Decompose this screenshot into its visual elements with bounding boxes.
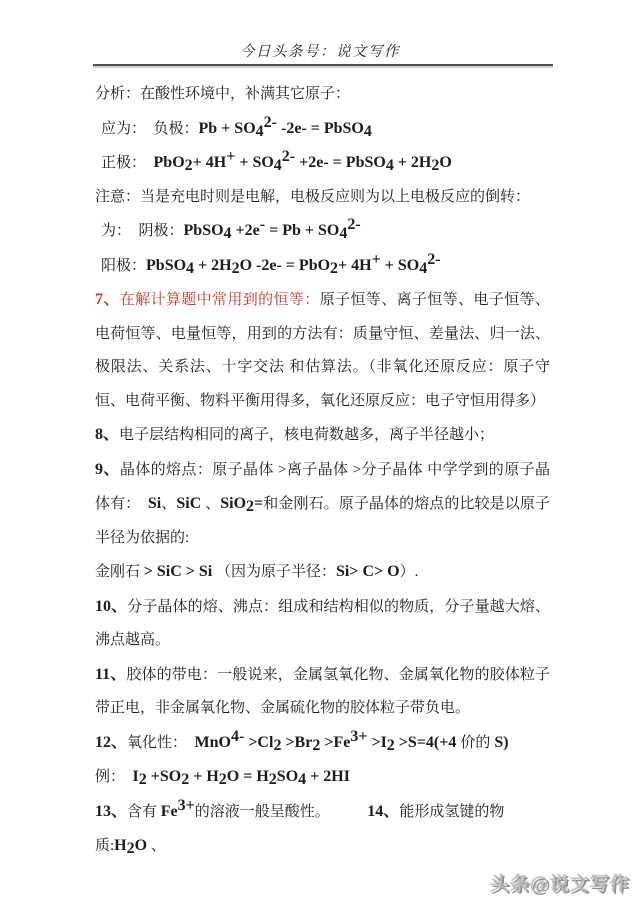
formula-text: + SO bbox=[380, 256, 420, 274]
formula-text: 4 bbox=[339, 225, 348, 242]
formula-text: >I bbox=[367, 733, 387, 751]
body-text: 能形成氢键的物质: bbox=[95, 803, 505, 854]
formula-text: 3+ bbox=[350, 727, 368, 745]
doc-line-15 bbox=[95, 795, 550, 864]
formula-text: >Fe bbox=[320, 733, 351, 751]
formula-text: 4 bbox=[273, 157, 282, 174]
formula-text: 2 bbox=[126, 840, 135, 857]
formula-text: + 2H bbox=[194, 256, 232, 274]
body-text: 阳极： bbox=[101, 257, 147, 274]
formula-text: O = H bbox=[226, 768, 269, 785]
doc-line-7 bbox=[95, 283, 550, 418]
doc-line-10 bbox=[95, 555, 550, 590]
body-text: 价的 bbox=[460, 734, 491, 751]
formula-text: 4 bbox=[223, 225, 232, 242]
highlighted-text: 7、 bbox=[95, 291, 120, 308]
formula-text: 2- bbox=[427, 250, 441, 268]
body-text: （因为原子半径： bbox=[212, 564, 337, 580]
formula-text: H bbox=[114, 837, 127, 854]
body-text: 的溶液一般呈酸性。 bbox=[194, 803, 368, 820]
formula-text: 4 bbox=[363, 122, 372, 140]
doc-line-1 bbox=[95, 78, 550, 112]
formula-text: 4 bbox=[385, 157, 394, 174]
doc-line-12 bbox=[95, 658, 550, 726]
formula-text: 2 bbox=[268, 771, 277, 788]
body-text: 金刚石 bbox=[95, 564, 144, 580]
doc-line-14 bbox=[95, 760, 550, 795]
formula-text: PbSO bbox=[146, 256, 187, 274]
doc-line-9 bbox=[95, 453, 550, 556]
formula-text: 4 bbox=[255, 122, 264, 140]
formula-text: + 4H bbox=[338, 256, 372, 274]
watermark-text: 头条@说文写作 bbox=[489, 874, 631, 895]
doc-line-5 bbox=[95, 214, 550, 249]
formula-text: 10、 bbox=[95, 597, 128, 615]
doc-line-4 bbox=[95, 181, 550, 215]
formula-text: >Cl bbox=[244, 733, 274, 751]
formula-text: 12、 bbox=[95, 733, 128, 751]
formula-text: 2 bbox=[273, 736, 282, 754]
formula-text: + SO bbox=[235, 154, 274, 171]
formula-text: 2 bbox=[181, 771, 190, 788]
body-text: 注意：当是充电时则是电解，电极反应则为以上电极反应的倒转： bbox=[95, 188, 531, 205]
formula-text: Pb + SO bbox=[198, 119, 256, 137]
formula-text: SiO bbox=[220, 495, 247, 512]
formula-text: 4- bbox=[230, 727, 245, 745]
formula-text: SO bbox=[276, 768, 299, 785]
doc-line-3 bbox=[95, 146, 550, 181]
highlighted-text: ： bbox=[304, 292, 320, 308]
formula-text: +2e- = PbSO bbox=[295, 154, 386, 171]
formula-text: 2 bbox=[184, 157, 193, 174]
formula-text: O -2e- = PbO bbox=[239, 256, 331, 274]
body-text: 、 bbox=[161, 496, 177, 512]
formula-text: PbO bbox=[153, 154, 185, 171]
formula-text: - bbox=[259, 216, 266, 233]
formula-text: 13、 bbox=[95, 802, 128, 820]
formula-text: 2 bbox=[386, 736, 395, 754]
doc-line-2 bbox=[95, 112, 550, 147]
body-text: 正极： bbox=[101, 155, 154, 171]
formula-text: 4 bbox=[298, 771, 307, 788]
formula-text: O bbox=[134, 837, 148, 854]
formula-text: > SiC > Si bbox=[143, 563, 213, 580]
formula-text: Fe bbox=[160, 802, 178, 820]
formula-text: 11、 bbox=[95, 665, 127, 683]
body-text: 电子层结构相同的离子，核电荷数越多，离子半径越小； bbox=[119, 427, 495, 443]
body-text: 为： 阴极： bbox=[101, 223, 184, 239]
body-text: 含有 bbox=[127, 803, 161, 820]
body-text: 原子恒等、离子恒等、电子恒等、电荷恒等、电量恒等，用到的方法有：质量守恒、差量法、归一法、极限法、关系法、十字交法 和估算法。（非氧化还原反应：原子守恒、电荷平衡、物料平衡用得多，氧化还原反应：电子守恒用得多） bbox=[95, 292, 550, 409]
formula-text: O bbox=[439, 154, 452, 171]
page-header-title: 今日头条号：说文写作 bbox=[240, 44, 400, 60]
formula-text: 2 bbox=[312, 736, 321, 754]
formula-text: -2e- = PbSO bbox=[276, 119, 364, 137]
formula-text: S) bbox=[490, 733, 509, 751]
doc-line-13 bbox=[95, 726, 550, 761]
formula-text: + bbox=[226, 148, 236, 165]
formula-text: + 2HI bbox=[306, 768, 350, 785]
formula-text: 9、 bbox=[95, 460, 120, 478]
formula-text: I bbox=[132, 768, 139, 785]
formula-text: 4 bbox=[186, 259, 195, 277]
formula-text: 2 bbox=[231, 259, 240, 277]
formula-text: 2 bbox=[431, 157, 440, 174]
formula-text: 2 bbox=[330, 259, 339, 277]
body-text: 应为： 负极： bbox=[101, 120, 199, 137]
formula-text: + 4H bbox=[192, 154, 227, 171]
formula-text: 2- bbox=[263, 113, 277, 131]
formula-text: 14、 bbox=[367, 802, 400, 820]
formula-text: 2 bbox=[218, 771, 227, 788]
formula-text: MnO bbox=[194, 733, 231, 751]
formula-text: 2 bbox=[246, 498, 255, 515]
formula-text: Si> C> O bbox=[336, 563, 400, 580]
formula-text: >Br bbox=[281, 733, 313, 751]
formula-text: +SO bbox=[146, 768, 182, 785]
formula-text: 2 bbox=[138, 771, 147, 788]
doc-line-11 bbox=[95, 590, 550, 658]
formula-text: 2- bbox=[281, 148, 296, 165]
formula-text: 4 bbox=[419, 259, 428, 277]
document-body bbox=[95, 78, 550, 864]
formula-text: + 2H bbox=[393, 154, 432, 171]
formula-text: 2- bbox=[347, 216, 361, 233]
doc-line-8 bbox=[95, 418, 550, 453]
formula-text: + H bbox=[189, 768, 219, 785]
doc-line-6 bbox=[95, 249, 550, 284]
formula-text: = Pb + SO bbox=[265, 222, 340, 239]
body-text: 晶体的熔点：原子晶体 >离子晶体 >分子晶体 中学学到的原子晶体有： bbox=[95, 461, 550, 512]
body-text: 分析：在酸性环境中，补满其它原子： bbox=[95, 86, 351, 102]
header-divider bbox=[93, 64, 553, 66]
body-text: 氧化性： bbox=[127, 734, 195, 751]
formula-text: +2e bbox=[231, 222, 260, 239]
body-text: 例： bbox=[95, 769, 133, 785]
body-text: 胶体的带电：一般说来，金属氢氧化物、金属氧化物的胶体粒子带正电，非金属氧化物、金属硫化物的胶体粒子带负电。 bbox=[95, 666, 550, 716]
body-text: 、 bbox=[147, 838, 166, 854]
body-text: 、 bbox=[201, 496, 221, 512]
body-text: 分子晶体的熔、沸点：组成和结构相似的物质，分子量越大熔、沸点越高。 bbox=[95, 598, 550, 648]
formula-text: PbSO bbox=[183, 222, 224, 239]
highlighted-text: 在解计算题中常用到的恒等 bbox=[119, 292, 305, 308]
formula-text: >S=4(+4 bbox=[394, 733, 461, 751]
body-text: ）. bbox=[399, 564, 419, 580]
formula-text: 3+ bbox=[177, 796, 195, 814]
formula-text: 8、 bbox=[95, 426, 120, 443]
formula-text: SiC bbox=[176, 495, 202, 512]
formula-text: Si bbox=[147, 495, 162, 512]
body-text: 和金刚石。原子晶体的熔点的比较是以原子半径为依据的: bbox=[95, 496, 550, 546]
formula-text: = bbox=[254, 495, 264, 512]
formula-text: + bbox=[371, 250, 381, 268]
